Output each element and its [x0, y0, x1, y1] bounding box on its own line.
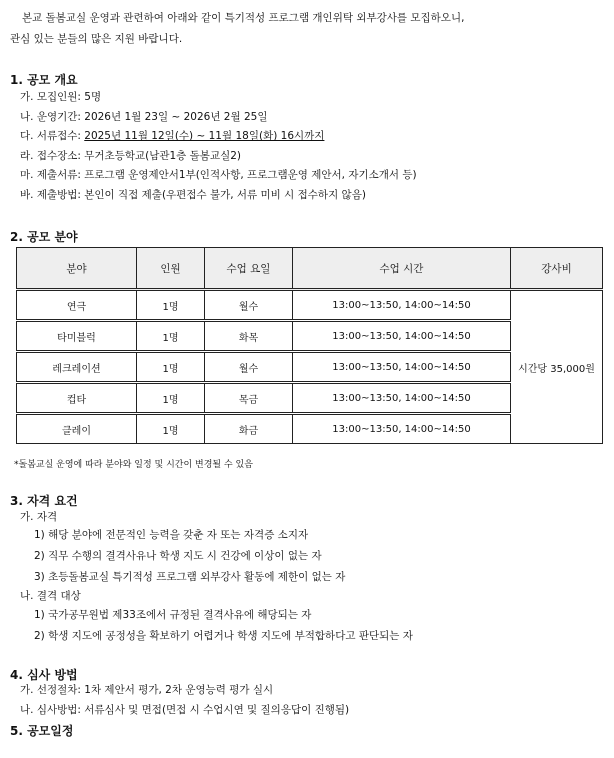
section1-title: 1. 공모 개요	[10, 73, 78, 87]
section3-sub-a: 가. 자격	[20, 511, 58, 523]
cell-field: 연극	[17, 290, 137, 321]
cell-time: 13:00~13:50, 14:00~14:50	[293, 383, 511, 414]
section3-title: 3. 자격 요건	[10, 494, 78, 508]
cell-time: 13:00~13:50, 14:00~14:50	[293, 352, 511, 383]
list-item: 나. 심사방법: 서류심사 및 면접(면접 시 수업시연 및 질의응답이 진행됨)	[20, 703, 350, 716]
section1-list	[20, 88, 417, 206]
section3-sub-b: 나. 결격 대상	[20, 590, 81, 602]
reception-period: 2025년 11월 12일(수) ~ 11월 18일(화) 16시까지	[84, 130, 325, 143]
section1-item: 마. 제출서류: 프로그램 운영제안서1부(인적사항, 프로그램운영 제안서, 자기소개서 등)	[20, 169, 417, 182]
cell-count: 1명	[137, 321, 205, 352]
section1-item: 나. 운영기간: 2026년 1월 23일 ~ 2026년 2월 25일	[20, 110, 268, 123]
section3-a-list	[34, 525, 345, 588]
cell-field: 컵타	[17, 383, 137, 414]
intro-line-1: 본교 돌봄교실 운영과 관련하여 아래와 같이 특기적성 프로그램 개인위탁 외부강사를 모집하오니,	[22, 12, 465, 24]
cell-field: 타미블럭	[17, 321, 137, 352]
table-row	[17, 290, 603, 321]
intro-paragraph	[10, 8, 604, 50]
cell-count: 1명	[137, 352, 205, 383]
list-item: 가. 선정절차: 1차 제안서 평가, 2차 운영능력 평가 실시	[20, 684, 274, 696]
program-table	[16, 247, 603, 444]
header-field: 분야	[17, 248, 137, 290]
list-item: 2) 학생 지도에 공정성을 확보하기 어렵거나 학생 지도에 부적합하다고 판단되는 자	[34, 630, 413, 642]
header-count: 인원	[137, 248, 205, 290]
cell-time: 13:00~13:50, 14:00~14:50	[293, 414, 511, 444]
section1-item: 라. 접수장소: 무거초등학교(남관1층 돌봄교실2)	[20, 149, 242, 162]
cell-days: 화금	[205, 414, 293, 444]
section3-b-list	[34, 605, 413, 647]
reception-prefix: 다. 서류접수:	[20, 130, 85, 143]
cell-time: 13:00~13:50, 14:00~14:50	[293, 290, 511, 321]
section5-title: 5. 공모일정	[10, 724, 74, 738]
list-item: 1) 해당 분야에 전문적인 능력을 갖춘 자 또는 자격증 소지자	[34, 529, 309, 541]
cell-days: 화목	[205, 321, 293, 352]
section2-title: 2. 공모 분야	[10, 230, 78, 244]
cell-field: 클레이	[17, 414, 137, 444]
cell-count: 1명	[137, 290, 205, 321]
section1-item-reception	[20, 127, 417, 147]
cell-fee: 시간당 35,000원	[511, 290, 603, 444]
section1-item: 가. 모집인원: 5명	[20, 91, 102, 103]
header-time: 수업 시간	[293, 248, 511, 290]
section4-list	[20, 681, 349, 720]
table-header-row	[17, 248, 603, 290]
list-item: 3) 초등돌봄교실 특기적성 프로그램 외부강사 활동에 제한이 없는 자	[34, 571, 346, 583]
cell-count: 1명	[137, 383, 205, 414]
header-days: 수업 요일	[205, 248, 293, 290]
table-note: *돌봄교실 운영에 따라 분야와 일정 및 시간이 변경될 수 있음	[14, 460, 253, 470]
list-item: 1) 국가공무원법 제33조에서 규정된 결격사유에 해당되는 자	[34, 609, 312, 621]
cell-time: 13:00~13:50, 14:00~14:50	[293, 321, 511, 352]
cell-days: 월수	[205, 290, 293, 321]
intro-line-2: 관심 있는 분들의 많은 지원 바랍니다.	[10, 33, 183, 45]
list-item: 2) 직무 수행의 결격사유나 학생 지도 시 건강에 이상이 없는 자	[34, 550, 322, 562]
cell-field: 레크레이션	[17, 352, 137, 383]
section4-title: 4. 심사 방법	[10, 668, 78, 682]
cell-days: 목금	[205, 383, 293, 414]
header-fee: 강사비	[511, 248, 603, 290]
cell-count: 1명	[137, 414, 205, 444]
cell-days: 월수	[205, 352, 293, 383]
section1-item: 바. 제출방법: 본인이 직접 제출(우편접수 불가, 서류 미비 시 접수하지 않음)	[20, 188, 366, 201]
